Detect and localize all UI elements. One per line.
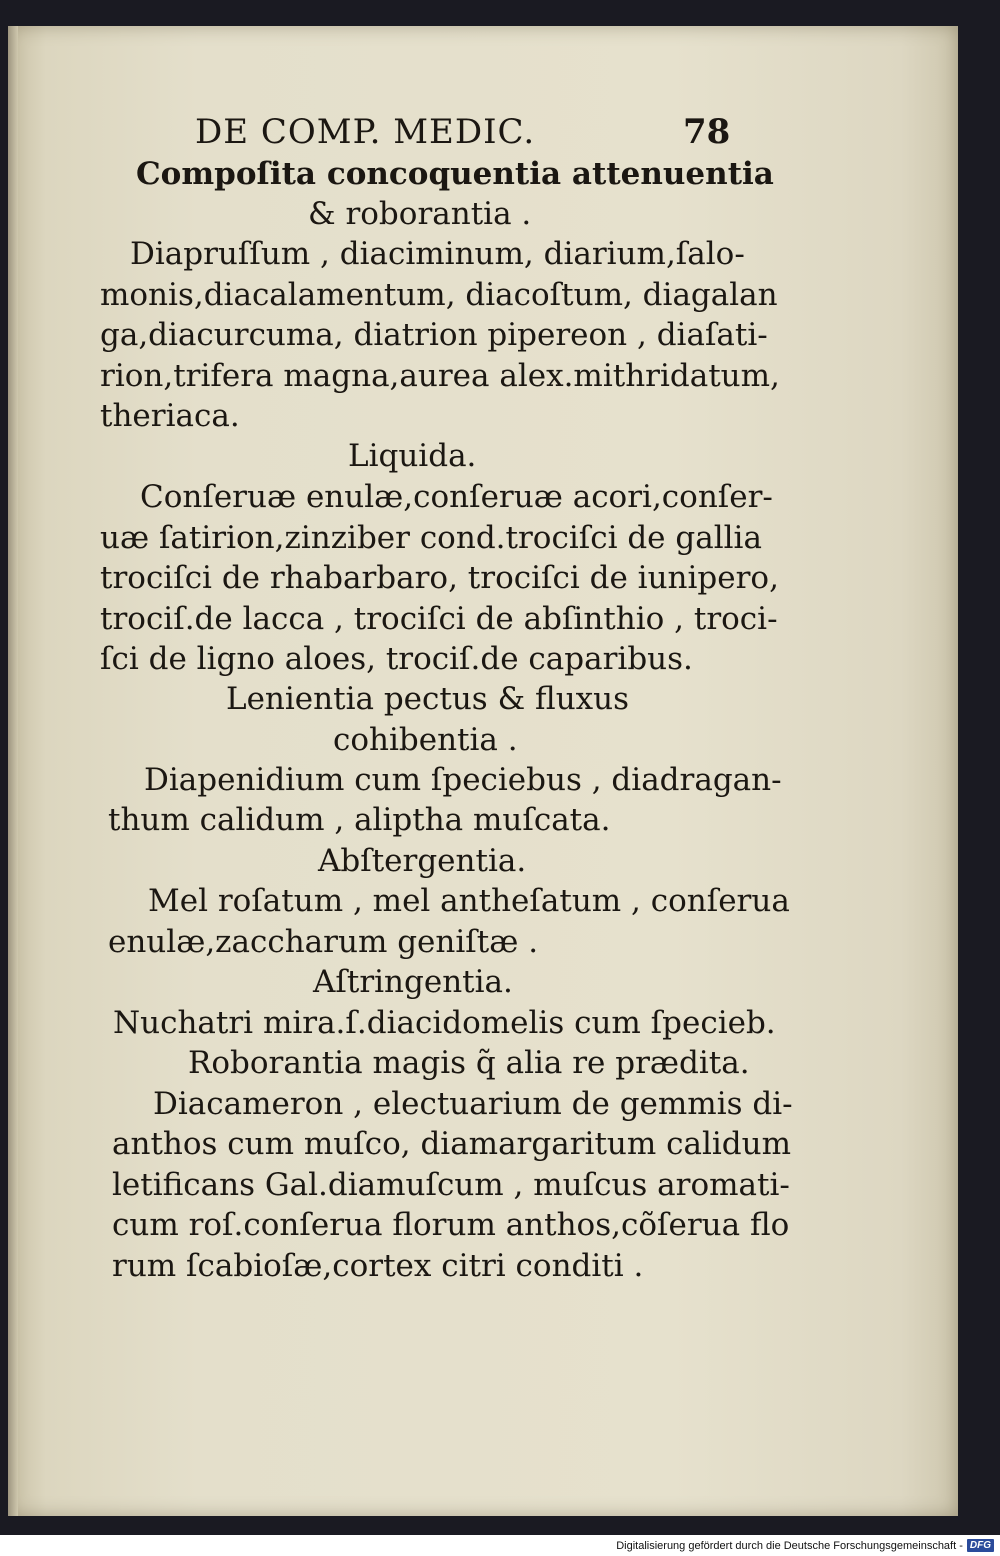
text-line: uæ ſatirion,zinziber cond.trociſci de gallia	[100, 520, 762, 556]
text-line: trociſci de rhabarbaro, trociſci de iunipero,	[100, 560, 779, 596]
text-line: Diapenidium cum ſpeciebus , diadragan-	[144, 762, 782, 798]
text-line: monis,diacalamentum, diacoſtum, diagalan	[100, 277, 778, 313]
text-line: ga,diacurcuma, diatrion pipereon , diaſati-	[100, 317, 768, 353]
section-heading: cohibentia .	[333, 722, 518, 758]
book-page	[8, 26, 958, 1516]
text-line: anthos cum muſco, diamargaritum calidum	[112, 1126, 791, 1162]
text-line: thum calidum , alipthа muſcata.	[108, 802, 611, 838]
section-heading: Compoſita concoquentia attenuentia	[136, 156, 774, 192]
text-line: trociſ.de lacca , trociſci de abſinthio , troci-	[100, 601, 778, 637]
text-line: Conſeruæ enulæ,conſeruæ acori,conſer-	[140, 479, 773, 515]
text-line: ſci de ligno aloes, trociſ.de caparibus.	[100, 641, 693, 677]
section-heading: Lenientia pectus & fluxus	[226, 681, 630, 717]
text-line: Diapruſſum , diaciminum, diarium,ſalo-	[130, 236, 745, 272]
running-head: DE COMP. MEDIC.	[195, 112, 536, 152]
section-heading: Roborantia magis q̃ alia re prædita.	[188, 1045, 750, 1081]
text-line: rion,trifera magna,aurea alex.mithridatum,	[100, 358, 780, 394]
text-line: cum roſ.conſerua florum anthos,cõſerua flo	[112, 1207, 790, 1243]
section-heading: & roborantia .	[308, 196, 532, 232]
funding-credit: Digitalisierung gefördert durch die Deutsche Forschungsgemeinschaft -	[616, 1539, 963, 1552]
page-number: 78	[683, 112, 731, 152]
section-heading: Aſtringentia.	[313, 964, 513, 1000]
text-line: theriaca.	[100, 398, 240, 434]
text-line: letificans Gal.diamuſcum , muſcus aromati-	[112, 1167, 790, 1203]
text-line: Nuchatri mira.ſ.diacidomelis cum ſpecieb.	[113, 1005, 776, 1041]
page-gutter-edge	[8, 26, 18, 1516]
text-line: enulæ,zaccharum geniſtæ .	[108, 924, 539, 960]
text-line: rum ſcabioſæ,cortex citri conditi .	[112, 1248, 644, 1284]
dfg-logo: DFG	[967, 1539, 994, 1552]
section-heading: Liquida.	[348, 438, 477, 474]
text-line: Mel roſatum , mel antheſatum , conſerua	[148, 883, 790, 919]
digitization-footer	[0, 1535, 1000, 1556]
text-line: Diacameron , electuarium de gemmis di-	[153, 1086, 793, 1122]
section-heading: Abſtergentia.	[318, 843, 527, 879]
